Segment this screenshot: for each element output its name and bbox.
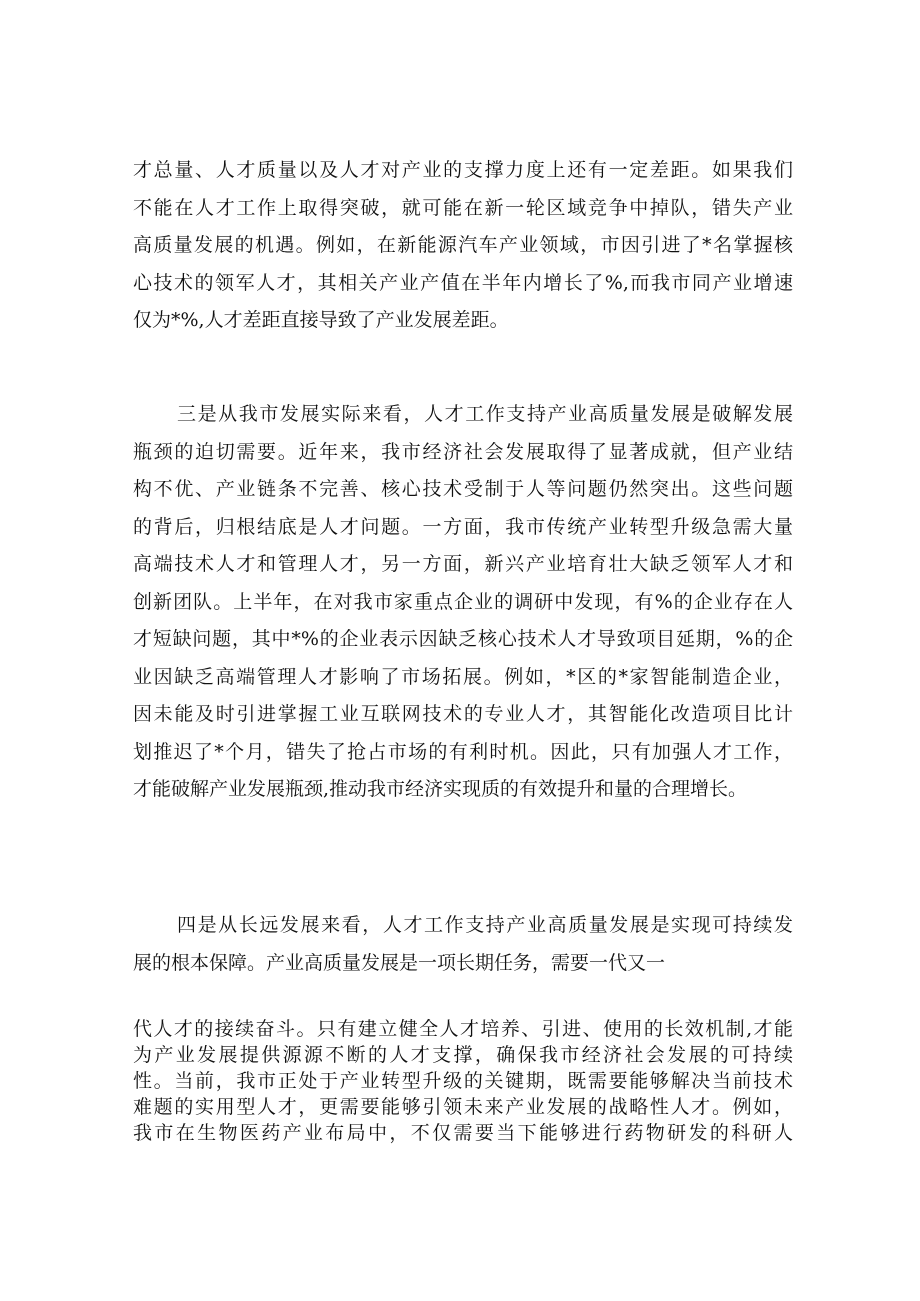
paragraph-talent-gap — [133, 152, 793, 340]
text-line: 我市在生物医药产业布局中，不仅需要当下能够进行药物研发的科研人 — [133, 1122, 793, 1144]
text-line: 性。当前，我市正处于产业转型升级的关键期，既需要能够解决当前技术 — [133, 1070, 793, 1092]
text-line: 难题的实用型人才，更需要能够引领未来产业发展的战略性人才。例如， — [133, 1096, 793, 1118]
text-line: 不能在人才工作上取得突破，就可能在新一轮区域竞争中掉队，错失产业 — [133, 196, 793, 219]
text-line: 的背后，归根结底是人才问题。一方面，我市传统产业转型升级急需大量 — [133, 515, 793, 538]
text-line: 三是从我市发展实际来看，人才工作支持产业高质量发展是破解发展 — [177, 403, 793, 425]
text-line: 瓶颈的迫切需要。近年来，我市经济社会发展取得了显著成就，但产业结 — [133, 440, 793, 463]
text-line: 因未能及时引进掌握工业互联网技术的专业人才，其智能化改造项目比计 — [133, 703, 793, 725]
text-line: 代人才的接续奋斗。只有建立健全人才培养、引进、使用的长效机制,才能 — [133, 1018, 793, 1040]
text-line: 为产业发展提供源源不断的人才支撑，确保我市经济社会发展的可持续 — [133, 1044, 793, 1066]
text-line: 四是从长远发展来看，人才工作支持产业高质量发展是实现可持续发 — [177, 914, 793, 936]
text-line: 创新团队。上半年，在对我市家重点企业的调研中发现，有%的企业存在人 — [133, 590, 793, 613]
text-line: 才短缺问题，其中*%的企业表示因缺乏核心技术人才导致项目延期，%的企 — [133, 628, 793, 650]
text-line: 业因缺乏高端管理人才影响了市场拓展。例如，*区的*家智能制造企业， — [133, 665, 793, 688]
text-line: 划推迟了*个月，错失了抢占市场的有利时机。因此，只有加强人才工作， — [133, 740, 793, 763]
paragraph-point-four — [133, 907, 793, 982]
paragraph-point-three — [133, 396, 793, 809]
text-line: 心技术的领军人才，其相关产业产值在半年内增长了%,而我市同产业增速 — [133, 271, 793, 294]
text-line: 高端技术人才和管理人才，另一方面，新兴产业培育壮大缺乏领军人才和 — [133, 553, 793, 575]
text-line: 才总量、人才质量以及人才对产业的支撑力度上还有一定差距。如果我们 — [133, 159, 793, 181]
text-line: 构不优、产业链条不完善、核心技术受制于人等问题仍然突出。这些问题 — [133, 478, 793, 500]
text-line: 才能破解产业发展瓶颈,推动我市经济实现质的有效提升和量的合理增长。 — [133, 778, 748, 800]
text-line: 高质量发展的机遇。例如，在新能源汽车产业领域，市因引进了*名掌握核 — [133, 234, 793, 256]
text-line: 展的根本保障。产业高质量发展是一项长期任务，需要一代又一 — [133, 951, 666, 974]
paragraph-continuation — [133, 1016, 793, 1146]
text-line: 仅为*%,人才差距直接导致了产业发展差距。 — [133, 309, 509, 331]
